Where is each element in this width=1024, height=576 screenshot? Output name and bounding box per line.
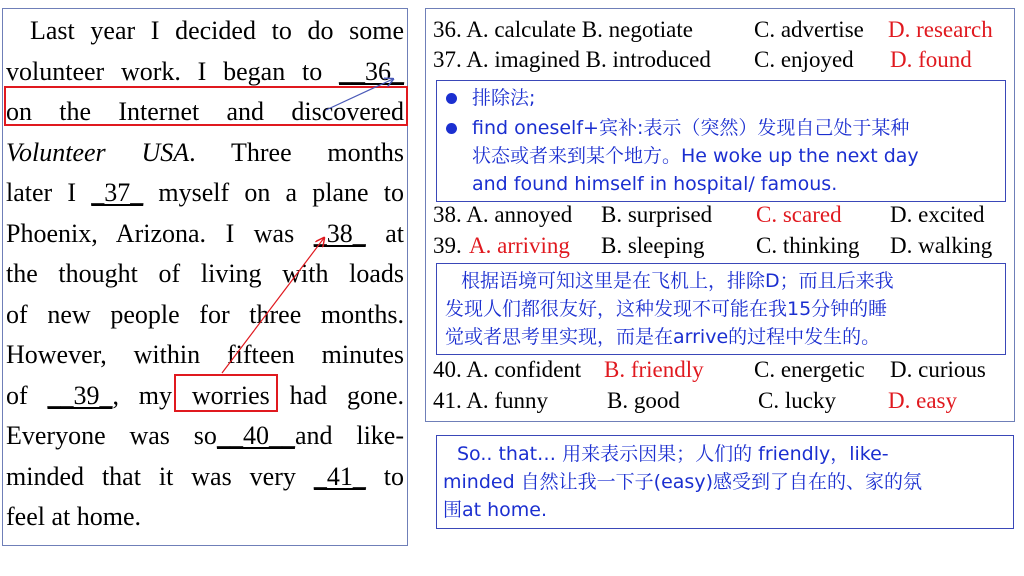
passage-line-11: Everyone was so__40__and like- — [6, 421, 404, 450]
blank-37: _37_ — [91, 178, 144, 207]
passage-line-5: later I _37_ myself on a plane to — [6, 178, 404, 207]
blank-39: __39_ — [47, 381, 113, 410]
option-39-c: C. thinking — [756, 233, 860, 258]
option-39-answer: A. arriving — [469, 233, 570, 258]
option-37-c: C. enjoyed — [754, 47, 854, 72]
option-39-b: B. sleeping — [601, 233, 705, 258]
passage-line-13: feel at home. — [6, 502, 141, 531]
passage-line-3: on the Internet and discovered — [6, 97, 404, 126]
note-1-bullet-2: find oneself+宾补:表示（突然）发现自己处于某种 — [472, 114, 909, 142]
arrow-blue — [326, 79, 393, 110]
option-39-d: D. walking — [890, 233, 993, 258]
option-41-b: B. good — [607, 388, 680, 413]
option-41-answer: D. easy — [888, 388, 957, 413]
option-row-37: 37. A. imagined B. introduced — [433, 47, 711, 72]
note-3-line-3: 围at home. — [443, 499, 548, 521]
option-40-c: C. energetic — [754, 357, 865, 382]
blank-36: __36_ — [339, 57, 404, 86]
option-37-answer: D. found — [890, 47, 972, 72]
passage-line-4: Volunteer USA. Three months — [6, 138, 405, 167]
note-2-line-3: 觉或者思考里实现，而是在arrive的过程中发生的。 — [445, 326, 881, 348]
arrow-red — [222, 238, 324, 373]
blank-38: _38_ — [313, 219, 366, 248]
option-40-d: D. curious — [890, 357, 986, 382]
highlight-word-worries: worries — [191, 381, 270, 410]
option-40-answer: B. friendly — [604, 357, 704, 382]
option-38-b: B. surprised — [601, 202, 713, 227]
note-3-line-2: minded 自然让我一下子(easy)感受到了自在的、家的氛 — [443, 471, 922, 493]
option-41-a: 41. A. funny — [433, 388, 548, 413]
passage-line-10: of __39_, my worries had gone. — [6, 381, 404, 410]
option-36-answer: D. research — [888, 17, 993, 42]
option-41-c: C. lucky — [758, 388, 836, 413]
blank-40: __40__ — [216, 421, 295, 450]
note-2-line-2: 发现人们都很友好，这种发现不可能在我15分钟的睡 — [445, 298, 888, 320]
blank-41: _41_ — [313, 462, 366, 491]
option-38-d: D. excited — [890, 202, 985, 227]
note-1-line-3: 状态或者来到某个地方。He woke up the next day — [472, 145, 919, 167]
note-1-line-4: and found himself in hospital/ famous. — [472, 173, 838, 195]
note-3-line-1: So.. that… 用来表示因果；人们的 friendly，like- — [457, 443, 889, 465]
option-40-a: 40. A. confident — [433, 357, 582, 382]
note-2-line-1: 根据语境可知这里是在飞机上，排除D；而且后来我 — [461, 270, 894, 292]
passage-line-6: Phoenix, Arizona. I was _38_ at — [6, 219, 405, 248]
passage-line-7: the thought of living with loads — [6, 259, 404, 288]
option-39-num: 39. — [433, 233, 462, 258]
option-row-36: 36. A. calculate B. negotiate — [433, 17, 693, 42]
passage-line-9: However, within fifteen minutes — [6, 340, 404, 369]
passage-line-8: of new people for three months. — [6, 300, 404, 329]
passage-line-2: volunteer work. I began to __36_ — [6, 57, 404, 86]
passage-line-1: Last year I decided to do some — [30, 16, 404, 45]
note-1-bullet-1: 排除法; — [472, 84, 535, 112]
option-38-a: 38. A. annoyed — [433, 202, 573, 227]
option-36-c: C. advertise — [754, 17, 864, 42]
passage-line-12: minded that it was very _41_ to — [6, 462, 404, 491]
option-38-answer: C. scared — [756, 202, 842, 227]
